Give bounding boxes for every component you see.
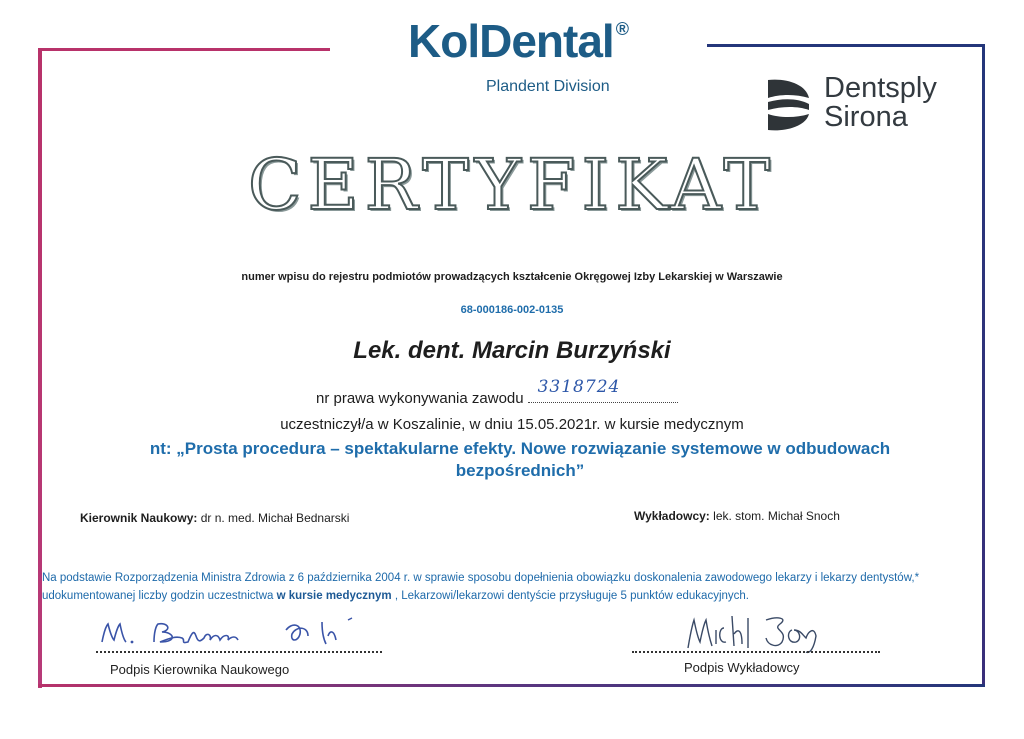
license-label: nr prawa wykonywania zawodu	[316, 390, 524, 407]
scientific-director-name: dr n. med. Michał Bednarski	[197, 511, 350, 525]
signature-label-lecturer: Podpis Wykładowcy	[684, 660, 800, 675]
legal-text-part-2: , Lekarzowi/lekarzowi dentyście przysługuje 5 punktów edukacyjnych.	[391, 590, 749, 602]
sirona-text: Sirona	[824, 101, 908, 133]
lecturers	[634, 509, 840, 523]
license-field	[528, 377, 678, 403]
dentsply-sirona-logo-icon	[766, 76, 812, 134]
dentsply-sirona-logo	[824, 74, 937, 132]
scientific-director-label: Kierownik Naukowy:	[80, 511, 198, 525]
register-number: 68-000186-002-0135	[460, 304, 564, 316]
koldental-logo	[408, 15, 628, 67]
scientific-director	[80, 511, 349, 525]
frame-top-right-border	[707, 44, 985, 47]
legal-notice	[42, 569, 962, 605]
frame-top-left-border	[38, 48, 330, 51]
lecturers-name: lek. stom. Michał Snoch	[709, 509, 840, 523]
participation-text: uczestniczył/a w Koszalinie, w dniu 15.05.2021r. w kursie medycznym	[280, 416, 744, 433]
signature-line-right	[632, 651, 880, 653]
koldental-division: Plandent Division	[486, 78, 610, 95]
frame-bottom-border	[38, 684, 985, 687]
signature-line-left	[96, 651, 382, 653]
course-title-line-2: bezpośrednich”	[455, 461, 585, 480]
lecturers-label: Wykładowcy:	[634, 509, 710, 523]
license-number: 3318724	[537, 377, 621, 397]
course-title-line-1: nt: „Prosta procedura – spektakularne efekty. Nowe rozwiązanie systemowe w odbudowach	[149, 439, 891, 458]
registered-mark: ®	[615, 19, 628, 39]
license-row	[316, 377, 678, 407]
recipient-name: Lek. dent. Marcin Burzyński	[353, 337, 671, 364]
koldental-logo-text: KolDental	[408, 15, 614, 67]
legal-text-part-1: Na podstawie Rozporządzenia Ministra Zdrowia z 6 października 2004 r. w sprawie sposobu dopełnienia obowiązku doskonalenia zawodowego lekarzy i lekarzy dentystów,* udokumentowanej liczby godzin uczestnictwa	[42, 572, 920, 602]
scientific-director-signature	[96, 612, 386, 652]
register-text: numer wpisu do rejestru podmiotów prowadzących kształcenie Okręgowej Izby Lekarskiej w Warszawie	[241, 271, 783, 283]
legal-keyword: w kursie medycznym	[276, 590, 392, 602]
course-title	[60, 438, 980, 482]
dentsply-text: Dentsply	[824, 72, 937, 104]
signature-label-scientific-director: Podpis Kierownika Naukowego	[110, 662, 290, 677]
certificate-title: CERTYFIKAT	[247, 144, 777, 226]
